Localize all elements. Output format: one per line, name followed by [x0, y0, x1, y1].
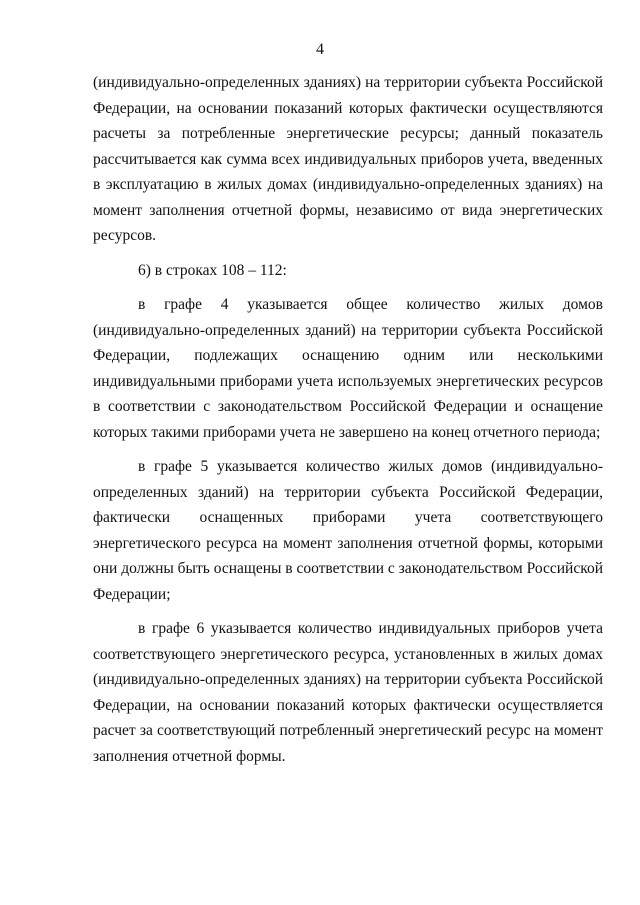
paragraph-subitem-heading: 6) в строках 108 – 112: — [138, 261, 287, 279]
paragraph-continuation: (индивидуально-определенных зданиях) на территории субъекта Российской Федерации, на основании показаний которых фактически осуществляются расчеты за потребленные энергетические ресурсы; данный показатель рассчитывается как сумма всех индивидуальных приборов учета, введенных в эксплуатацию в жилых домах (индивидуально-определенных зданиях) на момент заполнения отчетной формы, независимо от вида энергетических ресурсов. — [93, 74, 603, 244]
paragraph-column-6: в графе 6 указывается количество индивидуальных приборов учета соответствующего энергетического ресурса, установленных в жилых домах (индивидуально-определенных зданиях) на территории субъекта Российской Федерации, на основании показаний которых фактически осуществляется расчет за соответствующий потребленный энергетический ресурс на момент заполнения отчетной формы. — [93, 620, 603, 765]
page-number: 4 — [316, 41, 324, 58]
paragraph-column-4: в графе 4 указывается общее количество жилых домов (индивидуально-определенных зданий) на территории субъекта Российской Федерации, подлежащих оснащению одним или несколькими индивидуальными приборами учета используемых энергетических ресурсов в соответствии с законодательством Российской Федерации и оснащение которых такими приборами учета не завершено на конец отчетного периода; — [93, 296, 603, 441]
document-body — [93, 70, 603, 778]
paragraph-column-5: в графе 5 указывается количество жилых домов (индивидуально-определенных зданий) на территории субъекта Российской Федерации, фактически оснащенных приборами учета соответствующего энергетического ресурса на момент заполнения отчетной формы, которыми они должны быть оснащены в соответствии с законодательством Российской Федерации; — [93, 458, 603, 603]
